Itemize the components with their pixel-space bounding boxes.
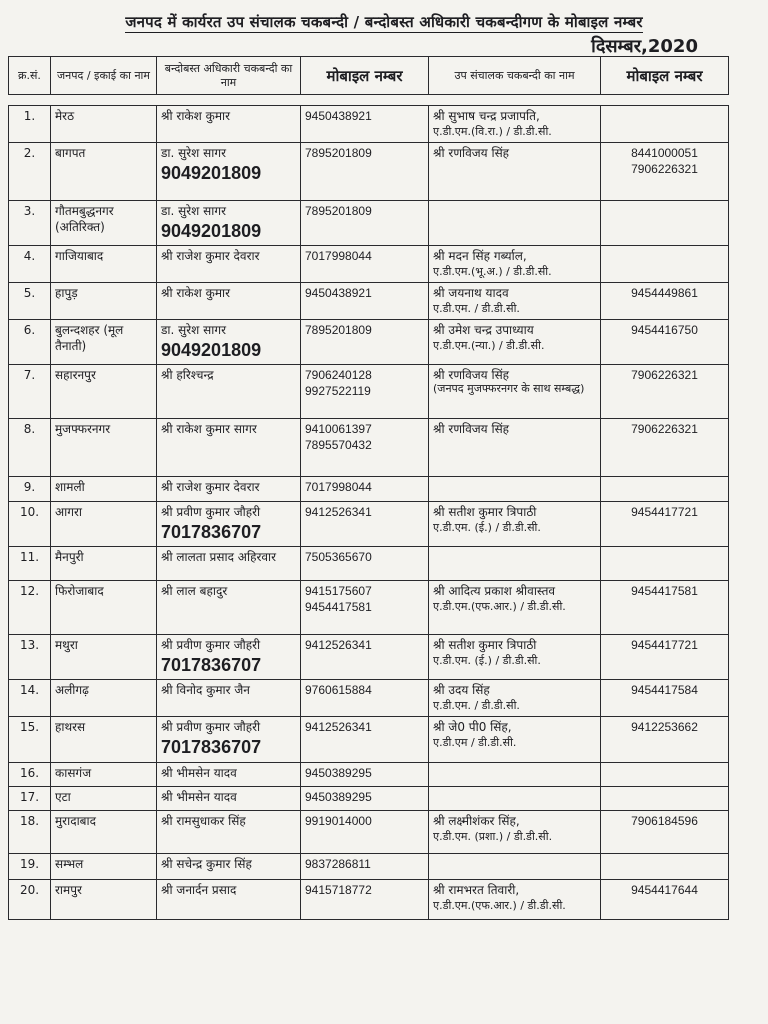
dd-designation: ए.डी.एम.(एफ.आर.) / डी.डी.सी. (433, 899, 566, 912)
cell-sn: 9. (9, 477, 51, 502)
dd-name: श्री सुभाष चन्द्र प्रजापति, (433, 109, 540, 123)
cell-so-name (157, 320, 301, 365)
dd-name: श्री उमेश चन्द्र उपाध्याय (433, 323, 534, 337)
cell-district: रामपुर (51, 880, 157, 920)
cell-dd-mobile (601, 106, 729, 143)
dd-name: श्री सतीश कुमार त्रिपाठी (433, 638, 537, 652)
header-so-mobile: मोबाइल नम्बर (301, 57, 429, 95)
cell-dd-name (429, 581, 601, 635)
dd-mobile-number: 9454417581 (631, 584, 698, 598)
so-name: श्री राकेश कुमार (161, 286, 231, 300)
cell-so-name (157, 547, 301, 581)
cell-dd-mobile (601, 283, 729, 320)
dd-designation: ए.डी.एम. / डी.डी.सी. (433, 302, 520, 315)
dd-mobile-number: 9454417584 (631, 683, 698, 697)
cell-district: शामली (51, 477, 157, 502)
so-name: श्री प्रवीण कुमार जौहरी (161, 505, 261, 519)
cell-sn: 3. (9, 201, 51, 246)
cell-sn: 11. (9, 547, 51, 581)
cell-dd-name (429, 106, 601, 143)
so-mobile-number: 9415718772 (305, 883, 372, 897)
cell-so-name (157, 201, 301, 246)
cell-dd-name (429, 787, 601, 811)
cell-sn: 12. (9, 581, 51, 635)
table-row (9, 635, 729, 680)
table-row (9, 320, 729, 365)
so-mobile-number: 9837286811 (305, 857, 371, 871)
cell-so-name (157, 502, 301, 547)
cell-sn: 16. (9, 763, 51, 787)
so-mobile-number: 9927522119 (305, 384, 371, 398)
cell-sn: 8. (9, 419, 51, 477)
cell-dd-name (429, 763, 601, 787)
so-name: श्री रामसुधाकर सिंह (161, 814, 246, 828)
table-header-row (9, 57, 729, 95)
dd-designation: ए.डी.एम.(न्या.) / डी.डी.सी. (433, 339, 545, 352)
cell-dd-mobile (601, 717, 729, 763)
cell-so-name (157, 246, 301, 283)
cell-district: गौतमबुद्धनगर (अतिरिक्त) (51, 201, 157, 246)
cell-so-mobile (301, 477, 429, 502)
cell-so-mobile (301, 201, 429, 246)
table-row (9, 717, 729, 763)
cell-dd-mobile (601, 680, 729, 717)
cell-dd-name (429, 854, 601, 880)
cell-so-name (157, 419, 301, 477)
cell-so-mobile (301, 365, 429, 419)
cell-district: मुजफ्फरनगर (51, 419, 157, 477)
table-row (9, 106, 729, 143)
so-name: श्री लालता प्रसाद अहिरवार (161, 550, 277, 564)
cell-dd-name (429, 143, 601, 201)
so-extra-mobile: 9049201809 (161, 163, 262, 183)
so-name: श्री प्रवीण कुमार जौहरी (161, 720, 261, 734)
dd-name: श्री उदय सिंह (433, 683, 490, 697)
table-row (9, 502, 729, 547)
cell-sn: 4. (9, 246, 51, 283)
dd-name: श्री रणविजय सिंह (433, 422, 510, 436)
cell-dd-mobile (601, 581, 729, 635)
so-name: श्री प्रवीण कुमार जौहरी (161, 638, 261, 652)
cell-dd-mobile (601, 854, 729, 880)
dd-name: श्री लक्ष्मीशंकर सिंह, (433, 814, 520, 828)
dd-designation: ए.डी.एम.(एफ.आर.) / डी.डी.सी. (433, 600, 566, 613)
cell-sn: 2. (9, 143, 51, 201)
so-mobile-number: 7017998044 (305, 480, 372, 494)
table-body (9, 106, 729, 920)
cell-so-name (157, 635, 301, 680)
cell-so-mobile (301, 787, 429, 811)
cell-so-mobile (301, 502, 429, 547)
cell-dd-mobile (601, 246, 729, 283)
dd-designation: ए.डी.एम. / डी.डी.सी. (433, 699, 520, 712)
cell-so-name (157, 143, 301, 201)
so-mobile-number: 7895201809 (305, 323, 372, 337)
dd-mobile-number: 9454416750 (631, 323, 698, 337)
table-row (9, 143, 729, 201)
cell-district: बुलन्दशहर (मूल तैनाती) (51, 320, 157, 365)
cell-so-mobile (301, 763, 429, 787)
cell-so-name (157, 787, 301, 811)
dd-designation: (जनपद मुजफ्फरनगर के साथ सम्बद्ध) (433, 382, 585, 395)
cell-dd-mobile (601, 547, 729, 581)
dd-name: श्री आदित्य प्रकाश श्रीवास्तव (433, 584, 556, 598)
table-row (9, 854, 729, 880)
so-mobile-number: 9450389295 (305, 790, 372, 804)
cell-district: फिरोजाबाद (51, 581, 157, 635)
table-row (9, 680, 729, 717)
cell-district: मेरठ (51, 106, 157, 143)
dd-designation: ए.डी.एम.(भू.अ.) / डी.डी.सी. (433, 265, 552, 278)
table-row (9, 419, 729, 477)
cell-so-mobile (301, 581, 429, 635)
cell-dd-mobile (601, 365, 729, 419)
cell-so-mobile (301, 106, 429, 143)
so-name: श्री राजेश कुमार देवरार (161, 249, 260, 263)
cell-district: आगरा (51, 502, 157, 547)
cell-so-name (157, 581, 301, 635)
cell-district: बागपत (51, 143, 157, 201)
contact-table (8, 56, 729, 920)
so-mobile-number: 9450438921 (305, 109, 372, 123)
cell-so-mobile (301, 143, 429, 201)
cell-dd-name (429, 680, 601, 717)
so-name: श्री हरिश्चन्द्र (161, 368, 214, 382)
so-mobile-number: 7505365670 (305, 550, 372, 564)
header-district: जनपद / इकाई का नाम (51, 57, 157, 95)
cell-sn: 6. (9, 320, 51, 365)
table-row (9, 763, 729, 787)
cell-so-name (157, 283, 301, 320)
cell-dd-name (429, 811, 601, 854)
dd-mobile-number: 7906184596 (631, 814, 698, 828)
cell-dd-name (429, 419, 601, 477)
dd-mobile-number: 9454417721 (631, 638, 698, 652)
dd-name: श्री रामभरत तिवारी, (433, 883, 520, 897)
dd-name: श्री मदन सिंह गर्ब्याल, (433, 249, 527, 263)
cell-sn: 7. (9, 365, 51, 419)
table-row (9, 581, 729, 635)
dd-designation: ए.डी.एम. (ई.) / डी.डी.सी. (433, 654, 541, 667)
cell-so-mobile (301, 419, 429, 477)
cell-dd-name (429, 320, 601, 365)
dd-mobile-number: 7906226321 (631, 422, 698, 436)
so-mobile-number: 9412526341 (305, 505, 372, 519)
dd-name: श्री सतीश कुमार त्रिपाठी (433, 505, 537, 519)
cell-so-name (157, 880, 301, 920)
cell-so-mobile (301, 717, 429, 763)
cell-sn: 13. (9, 635, 51, 680)
dd-mobile-number: 9412253662 (631, 720, 698, 734)
cell-dd-mobile (601, 477, 729, 502)
cell-dd-name (429, 201, 601, 246)
cell-so-name (157, 763, 301, 787)
dd-mobile-number: 9454417721 (631, 505, 698, 519)
cell-sn: 14. (9, 680, 51, 717)
so-extra-mobile: 7017836707 (161, 522, 262, 542)
so-name: श्री राकेश कुमार (161, 109, 231, 123)
cell-district: अलीगढ़ (51, 680, 157, 717)
so-mobile-number: 9919014000 (305, 814, 372, 828)
cell-sn: 20. (9, 880, 51, 920)
so-extra-mobile: 7017836707 (161, 655, 262, 675)
cell-so-name (157, 717, 301, 763)
cell-dd-mobile (601, 320, 729, 365)
so-mobile-number: 7906240128 (305, 368, 372, 382)
so-mobile-number: 7895570432 (305, 438, 372, 452)
cell-sn: 10. (9, 502, 51, 547)
cell-dd-mobile (601, 143, 729, 201)
dd-designation: ए.डी.एम.(वि.रा.) / डी.डी.सी. (433, 125, 552, 138)
cell-so-name (157, 854, 301, 880)
table-row (9, 246, 729, 283)
dd-name: श्री रणविजय सिंह (433, 146, 510, 160)
so-mobile-number: 9454417581 (305, 600, 372, 614)
table-spacer-row (9, 95, 729, 106)
table-row (9, 283, 729, 320)
cell-dd-name (429, 717, 601, 763)
cell-district: एटा (51, 787, 157, 811)
dd-name: श्री रणविजय सिंह (433, 368, 510, 382)
cell-district: कासगंज (51, 763, 157, 787)
so-name: डा. सुरेश सागर (161, 323, 227, 337)
so-mobile-number: 9410061397 (305, 422, 372, 436)
so-name: श्री भीमसेन यादव (161, 790, 237, 804)
cell-sn: 1. (9, 106, 51, 143)
cell-district: हाथरस (51, 717, 157, 763)
so-extra-mobile: 9049201809 (161, 221, 262, 241)
cell-sn: 18. (9, 811, 51, 854)
so-mobile-number: 9412526341 (305, 638, 372, 652)
so-mobile-number: 9450389295 (305, 766, 372, 780)
cell-dd-name (429, 477, 601, 502)
so-extra-mobile: 9049201809 (161, 340, 262, 360)
cell-dd-mobile (601, 880, 729, 920)
so-mobile-number: 9415175607 (305, 584, 372, 598)
header-so-name: बन्दोबस्त अधिकारी चकबन्दी का नाम (157, 57, 301, 95)
table-row (9, 880, 729, 920)
cell-dd-mobile (601, 811, 729, 854)
dd-mobile-number: 8441000051 (631, 146, 698, 160)
cell-dd-mobile (601, 502, 729, 547)
cell-dd-mobile (601, 763, 729, 787)
cell-district: मुरादाबाद (51, 811, 157, 854)
so-name: डा. सुरेश सागर (161, 204, 227, 218)
header-dd-mobile: मोबाइल नम्बर (601, 57, 729, 95)
document-date: दिसम्बर,2020 (591, 36, 698, 57)
header-sn: क्र.सं. (9, 57, 51, 95)
cell-so-mobile (301, 635, 429, 680)
so-mobile-number: 7895201809 (305, 146, 372, 160)
cell-dd-name (429, 635, 601, 680)
header-dd-name: उप संचालक चकबन्दी का नाम (429, 57, 601, 95)
cell-so-name (157, 680, 301, 717)
table-row (9, 201, 729, 246)
cell-dd-mobile (601, 787, 729, 811)
table-row (9, 787, 729, 811)
so-name: श्री विनोद कुमार जैन (161, 683, 250, 697)
document-title: जनपद में कार्यरत उप संचालक चकबन्दी / बन्दोबस्त अधिकारी चकबन्दीगण के मोबाइल नम्बर (125, 13, 643, 31)
cell-district: मैनपुरी (51, 547, 157, 581)
cell-so-mobile (301, 854, 429, 880)
cell-sn: 5. (9, 283, 51, 320)
so-mobile-number: 9760615884 (305, 683, 372, 697)
so-mobile-number: 9450438921 (305, 286, 372, 300)
table-row (9, 365, 729, 419)
cell-so-name (157, 106, 301, 143)
cell-so-name (157, 365, 301, 419)
dd-designation: ए.डी.एम. (ई.) / डी.डी.सी. (433, 521, 541, 534)
so-mobile-number: 9412526341 (305, 720, 372, 734)
cell-sn: 17. (9, 787, 51, 811)
cell-dd-mobile (601, 635, 729, 680)
dd-mobile-number: 9454417644 (631, 883, 698, 897)
cell-sn: 15. (9, 717, 51, 763)
so-mobile-number: 7017998044 (305, 249, 372, 263)
so-name: श्री राजेश कुमार देवरार (161, 480, 260, 494)
cell-so-name (157, 477, 301, 502)
cell-so-mobile (301, 320, 429, 365)
so-name: श्री जनार्दन प्रसाद (161, 883, 237, 897)
cell-so-name (157, 811, 301, 854)
so-name: श्री राकेश कुमार सागर (161, 422, 257, 436)
dd-designation: ए.डी.एम. (प्रशा.) / डी.डी.सी. (433, 830, 553, 843)
cell-sn: 19. (9, 854, 51, 880)
cell-so-mobile (301, 811, 429, 854)
cell-dd-mobile (601, 201, 729, 246)
cell-so-mobile (301, 880, 429, 920)
cell-so-mobile (301, 246, 429, 283)
cell-dd-mobile (601, 419, 729, 477)
so-extra-mobile: 7017836707 (161, 737, 262, 757)
dd-mobile-number: 9454449861 (631, 286, 698, 300)
cell-dd-name (429, 880, 601, 920)
table-row (9, 811, 729, 854)
dd-name: श्री जयनाथ यादव (433, 286, 509, 300)
cell-dd-name (429, 502, 601, 547)
dd-mobile-number: 7906226321 (631, 368, 698, 382)
so-name: श्री सचेन्द्र कुमार सिंह (161, 857, 252, 871)
so-mobile-number: 7895201809 (305, 204, 372, 218)
table-row (9, 547, 729, 581)
cell-so-mobile (301, 680, 429, 717)
cell-district: हापुड़ (51, 283, 157, 320)
cell-district: गाजियाबाद (51, 246, 157, 283)
cell-dd-name (429, 246, 601, 283)
cell-dd-name (429, 283, 601, 320)
dd-designation: ए.डी.एम / डी.डी.सी. (433, 736, 517, 749)
cell-so-mobile (301, 283, 429, 320)
dd-name: श्री जे0 पी0 सिंह, (433, 720, 512, 734)
cell-district: सम्भल (51, 854, 157, 880)
cell-district: सहारनपुर (51, 365, 157, 419)
cell-dd-name (429, 547, 601, 581)
table-row (9, 477, 729, 502)
cell-so-mobile (301, 547, 429, 581)
cell-dd-name (429, 365, 601, 419)
dd-mobile-number: 7906226321 (631, 162, 698, 176)
cell-district: मथुरा (51, 635, 157, 680)
so-name: श्री भीमसेन यादव (161, 766, 237, 780)
so-name: डा. सुरेश सागर (161, 146, 227, 160)
so-name: श्री लाल बहादुर (161, 584, 228, 598)
